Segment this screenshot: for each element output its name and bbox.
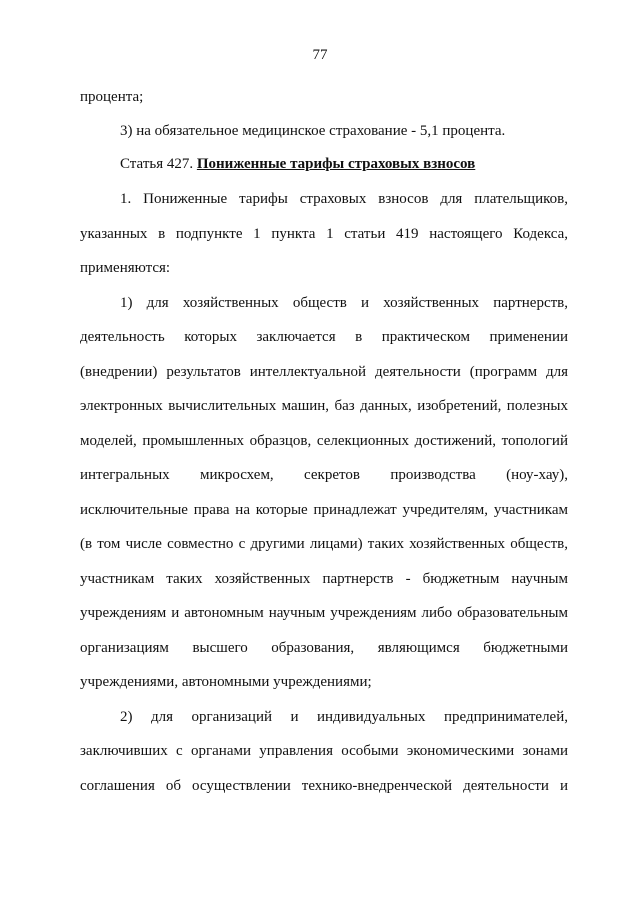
text-line-1: процента;: [80, 89, 144, 105]
text-line-8: (внедрении) результатов интеллектуальной деятельности (программ для: [80, 364, 568, 380]
text-line-20: соглашения об осуществлении технико-внедренческой деятельности и: [80, 778, 568, 794]
text-line-12: исключительные права на которые принадлежат учредителям, участникам: [80, 502, 568, 518]
text-line-4: указанных в подпункте 1 пункта 1 статьи 419 настоящего Кодекса,: [80, 226, 568, 242]
text-line-7: деятельность которых заключается в практическом применении: [80, 329, 568, 345]
text-line-15: учреждениям и автономным научным учреждениям либо образовательным: [80, 605, 568, 621]
article-heading: [120, 155, 568, 173]
text-line-6: 1) для хозяйственных обществ и хозяйственных партнерств,: [120, 295, 568, 311]
article-title: Пониженные тарифы страховых взносов: [196, 156, 476, 172]
text-line-2: 3) на обязательное медицинское страхование - 5,1 процента.: [120, 123, 506, 139]
text-line-16: организациям высшего образования, являющимся бюджетными: [80, 640, 568, 656]
article-number: Статья 427.: [120, 156, 197, 172]
text-line-10: моделей, промышленных образцов, селекционных достижений, топологий: [80, 433, 568, 449]
text-line-14: участникам таких хозяйственных партнерств - бюджетным научным: [80, 571, 568, 587]
text-line-11: интегральных микросхем, секретов производства (ноу-хау),: [80, 467, 568, 483]
text-line-3: 1. Пониженные тарифы страховых взносов для плательщиков,: [120, 191, 568, 207]
text-line-5: применяются:: [80, 260, 171, 276]
text-line-19: заключивших с органами управления особыми экономическими зонами: [80, 743, 568, 759]
page-number: 77: [312, 47, 328, 63]
text-line-17: учреждениями, автономными учреждениями;: [80, 674, 372, 690]
text-line-13: (в том числе совместно с другими лицами) таких хозяйственных обществ,: [80, 536, 568, 552]
text-line-9: электронных вычислительных машин, баз данных, изобретений, полезных: [80, 398, 568, 414]
text-line-18: 2) для организаций и индивидуальных предпринимателей,: [120, 709, 568, 725]
